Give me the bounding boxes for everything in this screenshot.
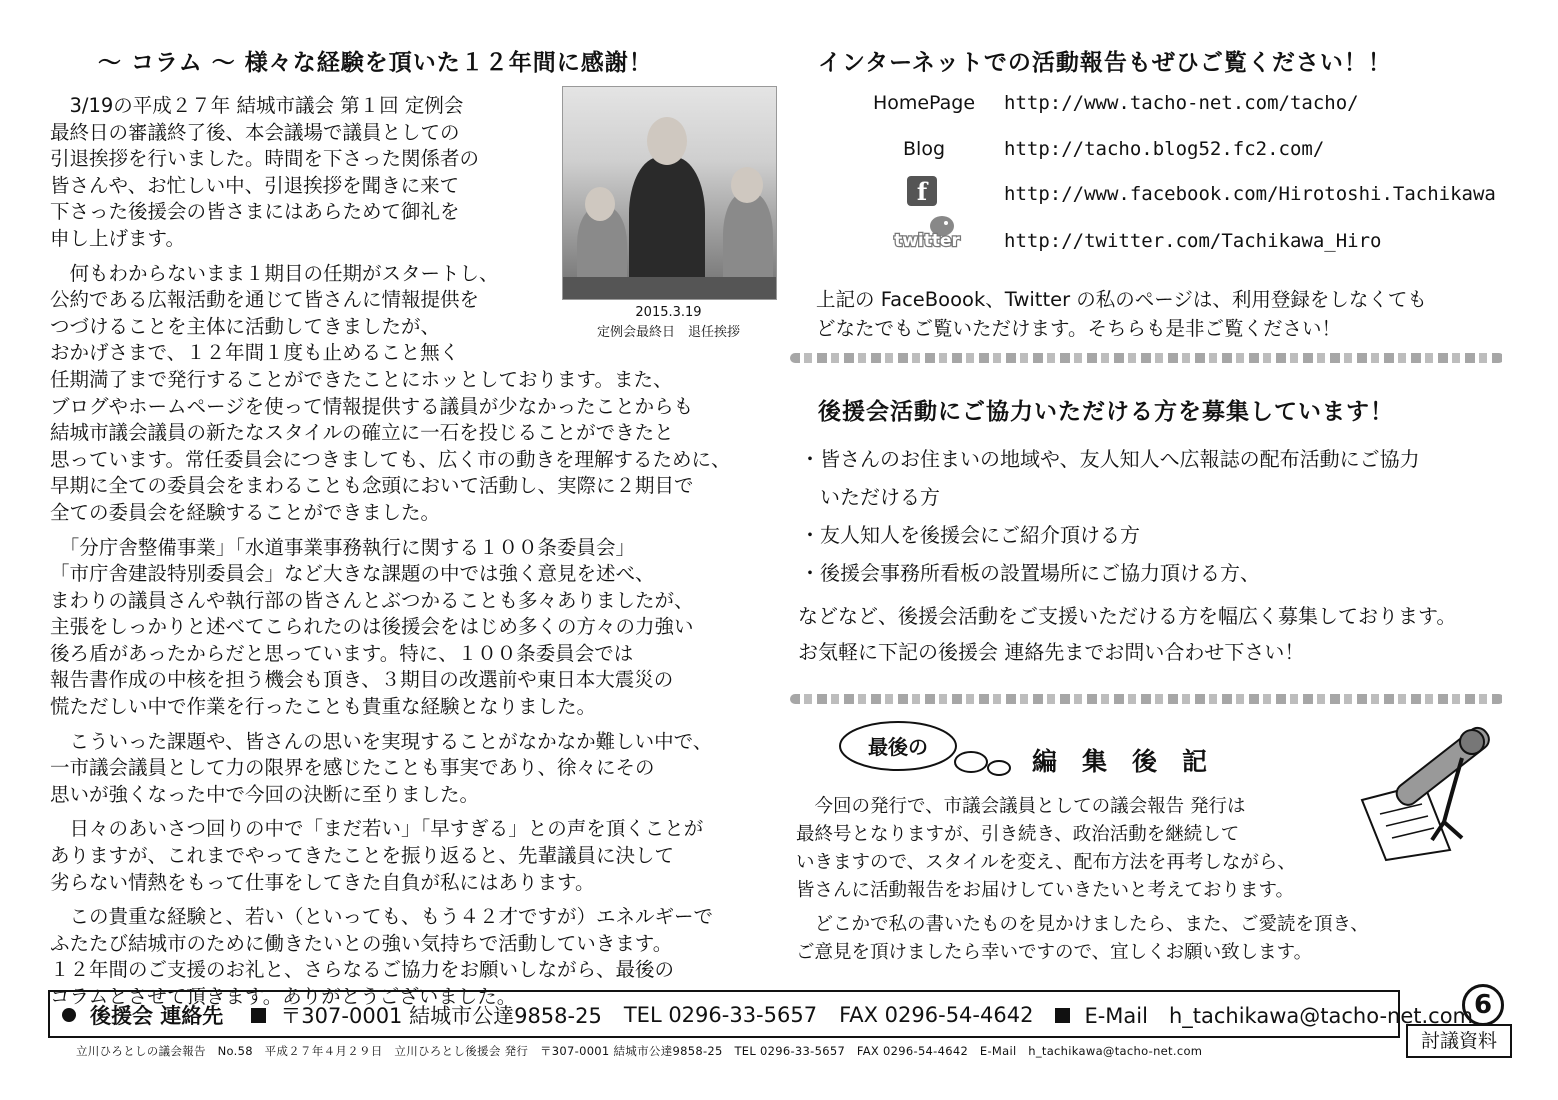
text-line: 「市庁舎建設特別委員会」など大きな課題の中では強く意見を述べ、 bbox=[50, 562, 655, 586]
discussion-material-tag: 討議資料 bbox=[1406, 1024, 1512, 1058]
bullet-item: ・友人知人を後援会にご紹介頂ける方 bbox=[800, 523, 1140, 547]
column-body bbox=[50, 93, 731, 1019]
square-bullet-icon bbox=[1055, 1008, 1070, 1023]
text-line: どこかで私の書いたものを見かけましたら、また、ご愛読を頂き、 bbox=[796, 914, 1369, 935]
blog-label: Blog bbox=[903, 138, 945, 160]
pen-writer-icon bbox=[1352, 722, 1502, 862]
text-line: 早期に全ての委員会をまわることも念頭において活動し、実際に２期目で bbox=[50, 474, 694, 498]
text-line: いきますので、スタイルを変え、配布方法を再考しながら、 bbox=[796, 852, 1296, 873]
text-line: おかげさまで、１２年間１度も止めること無く bbox=[50, 341, 460, 365]
photo-caption-text: 定例会最終日 退任挨拶 bbox=[596, 325, 740, 340]
contact-postal: 〒307-0001 結城市公達9858-25 bbox=[280, 1004, 602, 1028]
text-line: 後ろ盾があったからだと思っています。特に、１００条委員会では bbox=[50, 641, 634, 665]
text-line: つづけることを主体に活動してきましたが、 bbox=[50, 314, 441, 338]
twitter-link[interactable]: http://twitter.com/Tachikawa_Hiro bbox=[1004, 230, 1382, 252]
contact-tel: TEL 0296-33-5657 bbox=[623, 1003, 818, 1027]
column-paragraph bbox=[50, 93, 731, 253]
bullet-item: ・皆さんのお住まいの地域や、友人知人へ広報誌の配布活動にご協力 bbox=[800, 447, 1420, 471]
text-line: ありますが、これまでやってきたことを振り返ると、先輩議員に決して bbox=[50, 844, 675, 868]
text-line: １２年間のご支援のお礼と、さらなるご協力をお願いしながら、最後の bbox=[50, 958, 675, 982]
text-line: 一市議会議員として力の限界を感じたことも事実であり、徐々にその bbox=[50, 756, 655, 780]
text-line: ブログやホームページを使って情報提供する議員が少なかったことからも bbox=[50, 394, 694, 418]
afterword-title: 編 集 後 記 bbox=[1032, 747, 1208, 776]
recruit-closing bbox=[798, 598, 1456, 670]
text-line: 任期満了まで発行することができたことにホッとしております。また、 bbox=[50, 367, 673, 391]
text-line: 最終号となりますが、引き続き、政治活動を継続して bbox=[796, 824, 1240, 845]
square-bullet-icon bbox=[251, 1008, 266, 1023]
text-line: 日々のあいさつ回りの中で「まだ若い」「早すぎる」との声を頂くことが bbox=[50, 817, 704, 841]
text-line: 思いが強くなった中で今回の決断に至りました。 bbox=[50, 782, 480, 806]
column-paragraph bbox=[50, 729, 731, 809]
column-paragraph bbox=[50, 261, 731, 527]
text-line: 何もわからないまま１期目の任期がスタートし、 bbox=[50, 261, 499, 285]
internet-note bbox=[816, 285, 1427, 343]
text-line: 「分庁舎整備事業」「水道事業事務執行に関する１００条委員会」 bbox=[50, 535, 636, 559]
afterword-body bbox=[796, 793, 1369, 967]
twitter-icon bbox=[882, 212, 972, 252]
recruit-title: 後援会活動にご協力いただける方を募集しています！ bbox=[818, 399, 1394, 425]
vine-divider bbox=[790, 694, 1504, 704]
column-title: 〜 コラム 〜 様々な経験を頂いた１２年間に感謝！ bbox=[98, 50, 653, 76]
internet-title: インターネットでの活動報告もぜひご覧ください！！ bbox=[818, 50, 1392, 76]
text-line: 劣らない情熱をもって仕事をしてきた自負が私にはあります。 bbox=[50, 870, 595, 894]
text-line: コラムとさせて頂きます。ありがとうございました。 bbox=[50, 985, 517, 1008]
bullet-dot-icon bbox=[62, 1008, 76, 1022]
bubble-text: 最後の bbox=[868, 735, 928, 759]
contact-line bbox=[62, 1000, 1473, 1030]
text-line: お気軽に下記の後援会 連絡先までお問い合わせ下さい！ bbox=[798, 640, 1305, 664]
text-line: こういった課題や、皆さんの思いを実現することがなかなか難しい中で、 bbox=[50, 729, 713, 753]
page-number: 6 bbox=[1462, 984, 1504, 1026]
homepage-label: HomePage bbox=[872, 92, 976, 114]
text-line: ご意見を頂けましたら幸いですので、宜しくお願い致します。 bbox=[796, 942, 1313, 963]
contact-fax: FAX 0296-54-4642 bbox=[839, 1003, 1034, 1027]
contact-box bbox=[48, 990, 1474, 1038]
bullet-item: ・後援会事務所看板の設置場所にご協力頂ける方、 bbox=[800, 561, 1260, 585]
text-line: 皆さんや、お忙しい中、引退挨拶を聞きに来て bbox=[50, 173, 460, 197]
text-line: 引退挨拶を行いました。時間を下さった関係者の bbox=[50, 147, 480, 171]
recruit-bullets bbox=[800, 440, 1420, 592]
text-line: 公約である広報活動を通じて皆さんに情報提供を bbox=[50, 288, 480, 312]
text-line: どなたでもご覧いただけます。そちらも是非ご覧ください！ bbox=[816, 317, 1341, 340]
text-line: 慌ただしい中で作業を行ったことも貴重な経験となりました。 bbox=[50, 695, 597, 719]
text-line: 思っています。常任委員会につきましても、広く市の動きを理解するために、 bbox=[50, 447, 731, 471]
text-line: 下さった後援会の皆さまにはあらためて御礼を bbox=[50, 200, 460, 224]
text-line: まわりの議員さんや執行部の皆さんとぶつかることも多々ありましたが、 bbox=[50, 588, 694, 612]
text-line: 皆さんに活動報告をお届けしていきたいと考えております。 bbox=[796, 880, 1295, 901]
footer-info: 立川ひろとしの議会報告 No.58 平成２７年４月２９日 立川ひろとし後援会 発行 〒307-0001 結城市公達9858-25 TEL 0296-33-5657 FAX 0296-54-4642 E-Mail h_tachikawa@tacho-net.com bbox=[76, 1044, 1203, 1058]
text-line: 報告書作成の中核を担う機会も頂き、３期目の改選前や東日本大震災の bbox=[50, 668, 674, 692]
text-line: 今回の発行で、市議会議員としての議会報告 発行は bbox=[796, 796, 1246, 817]
bullet-item: いただける方 bbox=[800, 485, 940, 509]
blog-link[interactable]: http://tacho.blog52.fc2.com/ bbox=[1004, 138, 1325, 160]
column-paragraph bbox=[50, 535, 731, 721]
text-line: 主張をしっかりと述べてこられたのは後援会をはじめ多くの方々の力強い bbox=[50, 615, 694, 639]
text-line: 上記の FaceBoook、Twitter の私のページは、利用登録をしなくても bbox=[816, 288, 1427, 311]
facebook-icon: f bbox=[907, 176, 937, 206]
facebook-link[interactable]: http://www.facebook.com/Hirotoshi.Tachikawa bbox=[1004, 183, 1496, 205]
text-line: などなど、後援会活動をご支援いただける方を幅広く募集しております。 bbox=[798, 604, 1457, 628]
contact-label: 後援会 連絡先 bbox=[90, 1004, 224, 1028]
text-line: 結城市議会議員の新たなスタイルの確立に一石を投じることができたと bbox=[50, 421, 674, 445]
twitter-icon-text: twitter bbox=[894, 231, 960, 251]
contact-email[interactable]: E-Mail h_tachikawa@tacho-net.com bbox=[1084, 1004, 1474, 1028]
text-line: 全ての委員会を経験することができました。 bbox=[50, 500, 441, 524]
homepage-link[interactable]: http://www.tacho-net.com/tacho/ bbox=[1004, 92, 1359, 114]
vine-divider bbox=[790, 353, 1504, 363]
text-line: この貴重な経験と、若い（といっても、もう４２才ですが）エネルギーで bbox=[50, 905, 714, 929]
text-line: 申し上げます。 bbox=[50, 226, 185, 250]
text-line: 3/19の平成２７年 結城市議会 第１回 定例会 bbox=[50, 94, 464, 117]
text-line: 最終日の審議終了後、本会議場で議員としての bbox=[50, 120, 460, 144]
column-paragraph bbox=[50, 816, 731, 896]
photo-date: 2015.3.19 bbox=[635, 305, 702, 320]
text-line: ふたたび結城市のために働きたいとの強い気持ちで活動していきます。 bbox=[50, 931, 673, 955]
